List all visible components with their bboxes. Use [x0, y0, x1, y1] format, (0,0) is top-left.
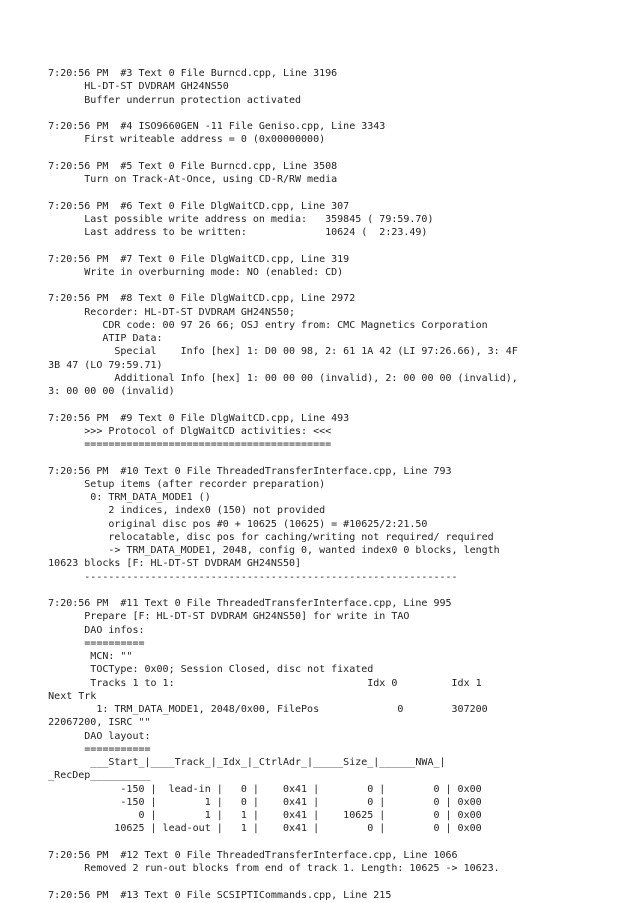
log-line: 10623 blocks [F: HL-DT-ST DVDRAM GH24NS50] [0, 558, 302, 570]
log-line: 2 indices, index0 (150) not provided [0, 505, 326, 517]
log-line: -150 | 1 | 0 | 0x41 | 0 | 0 | 0x00 [0, 796, 482, 808]
log-line: Write in overburning mode: NO (enabled: CD) [0, 266, 344, 278]
log-line [0, 452, 638, 464]
log-line: Tracks 1 to 1: Idx 0 Idx 1 [0, 677, 482, 689]
log-line: 3B 47 (LO 79:59.71) [0, 359, 163, 371]
log-line: >>> Protocol of DlgWaitCD activities: <<< [0, 425, 332, 437]
log-line [0, 837, 638, 849]
log-line: 7:20:56 PM #5 Text 0 File Burncd.cpp, Line 3508 [0, 160, 338, 172]
log-line: _RecDep__________ [0, 770, 151, 782]
log-line: 7:20:56 PM #8 Text 0 File DlgWaitCD.cpp, Line 2972 [0, 293, 356, 305]
log-line [0, 585, 638, 597]
log-line: 7:20:56 PM #4 ISO9660GEN -11 File Geniso.cpp, Line 3343 [0, 121, 386, 132]
log-line: relocatable, disc pos for caching/writing not required/ required [0, 531, 494, 543]
log-line: ___Start_|____Track_|_Idx_|_CtrlAdr_|_____Size_|______NWA_| [0, 757, 446, 768]
log-line: Removed 2 run-out blocks from end of track 1. Length: 10625 -> 10623. [0, 863, 500, 874]
log-line [0, 148, 638, 160]
log-line: 7:20:56 PM #11 Text 0 File ThreadedTransferInterface.cpp, Line 995 [0, 598, 452, 609]
log-line: -150 | lead-in | 0 | 0x41 | 0 | 0 | 0x00 [0, 783, 482, 795]
log-line: 22067200, ISRC "" [0, 717, 151, 729]
log-line [0, 187, 638, 199]
log-line: DAO infos: [0, 624, 145, 636]
log-line: Last possible write address on media: 359845 ( 79:59.70) [0, 213, 434, 225]
log-line: TOCType: 0x00; Session Closed, disc not fixated [0, 664, 374, 676]
log-line [0, 399, 638, 411]
log-line: Additional Info [hex] 1: 00 00 00 (invalid), 2: 00 00 00 (invalid), [0, 372, 518, 384]
log-line: 7:20:56 PM #7 Text 0 File DlgWaitCD.cpp, Line 319 [0, 253, 350, 265]
log-line: Special Info [hex] 1: D0 00 98, 2: 61 1A 42 (LI 97:26.66), 3: 4F [0, 346, 518, 358]
log-line: 3: 00 00 00 (invalid) [0, 386, 175, 397]
log-line [0, 240, 638, 252]
log-line: 7:20:56 PM #9 Text 0 File DlgWaitCD.cpp, Line 493 [0, 412, 350, 424]
log-line [0, 108, 638, 120]
log-line: -------------------------------------------------------------- [0, 571, 458, 583]
log-line: Next Trk [0, 690, 97, 702]
log-line: Prepare [F: HL-DT-ST DVDRAM GH24NS50] for write in TAO [0, 611, 410, 623]
log-line: 7:20:56 PM #13 Text 0 File SCSIPTICommands.cpp, Line 215 [0, 889, 392, 901]
log-line: HL-DT-ST DVDRAM GH24NS50 [0, 81, 229, 93]
log-line: 7:20:56 PM #12 Text 0 File ThreadedTransferInterface.cpp, Line 1066 [0, 849, 458, 861]
log-line: CDR code: 00 97 26 66; OSJ entry from: CMC Magnetics Corporation [0, 319, 488, 331]
log-line: =========== [0, 743, 151, 755]
log-line: Recorder: HL-DT-ST DVDRAM GH24NS50; [0, 306, 296, 318]
log-line: ATIP Data: [0, 333, 163, 344]
log-line: -> TRM_DATA_MODE1, 2048, config 0, wanted index0 0 blocks, length [0, 545, 500, 556]
log-line: ========================================= [0, 439, 332, 450]
log-line: DAO layout: [0, 730, 151, 742]
log-line: Setup items (after recorder preparation) [0, 478, 326, 490]
log-line: 1: TRM_DATA_MODE1, 2048/0x00, FilePos 0 307200 [0, 704, 488, 715]
log-line: MCN: "" [0, 651, 133, 662]
log-line: Turn on Track-At-Once, using CD-R/RW media [0, 174, 338, 185]
log-line: 7:20:56 PM #10 Text 0 File ThreadedTransferInterface.cpp, Line 793 [0, 465, 452, 477]
log-line: First writeable address = 0 (0x00000000) [0, 134, 326, 146]
log-line [0, 876, 638, 888]
log-line: Last address to be written: 10624 ( 2:23.49) [0, 227, 428, 238]
log-line: 0: TRM_DATA_MODE1 () [0, 492, 211, 503]
log-line: ========== [0, 637, 145, 649]
log-line: 0 | 1 | 1 | 0x41 | 10625 | 0 | 0x00 [0, 810, 482, 821]
log-line: 10625 | lead-out | 1 | 0x41 | 0 | 0 | 0x00 [0, 823, 482, 835]
log-line: 7:20:56 PM #6 Text 0 File DlgWaitCD.cpp, Line 307 [0, 200, 350, 212]
log-line [0, 280, 638, 292]
log-line: Buffer underrun protection activated [0, 94, 302, 106]
log-line: original disc pos #0 + 10625 (10625) = #10625/2:21.50 [0, 518, 428, 530]
log-line: 7:20:56 PM #3 Text 0 File Burncd.cpp, Line 3196 [0, 68, 338, 79]
